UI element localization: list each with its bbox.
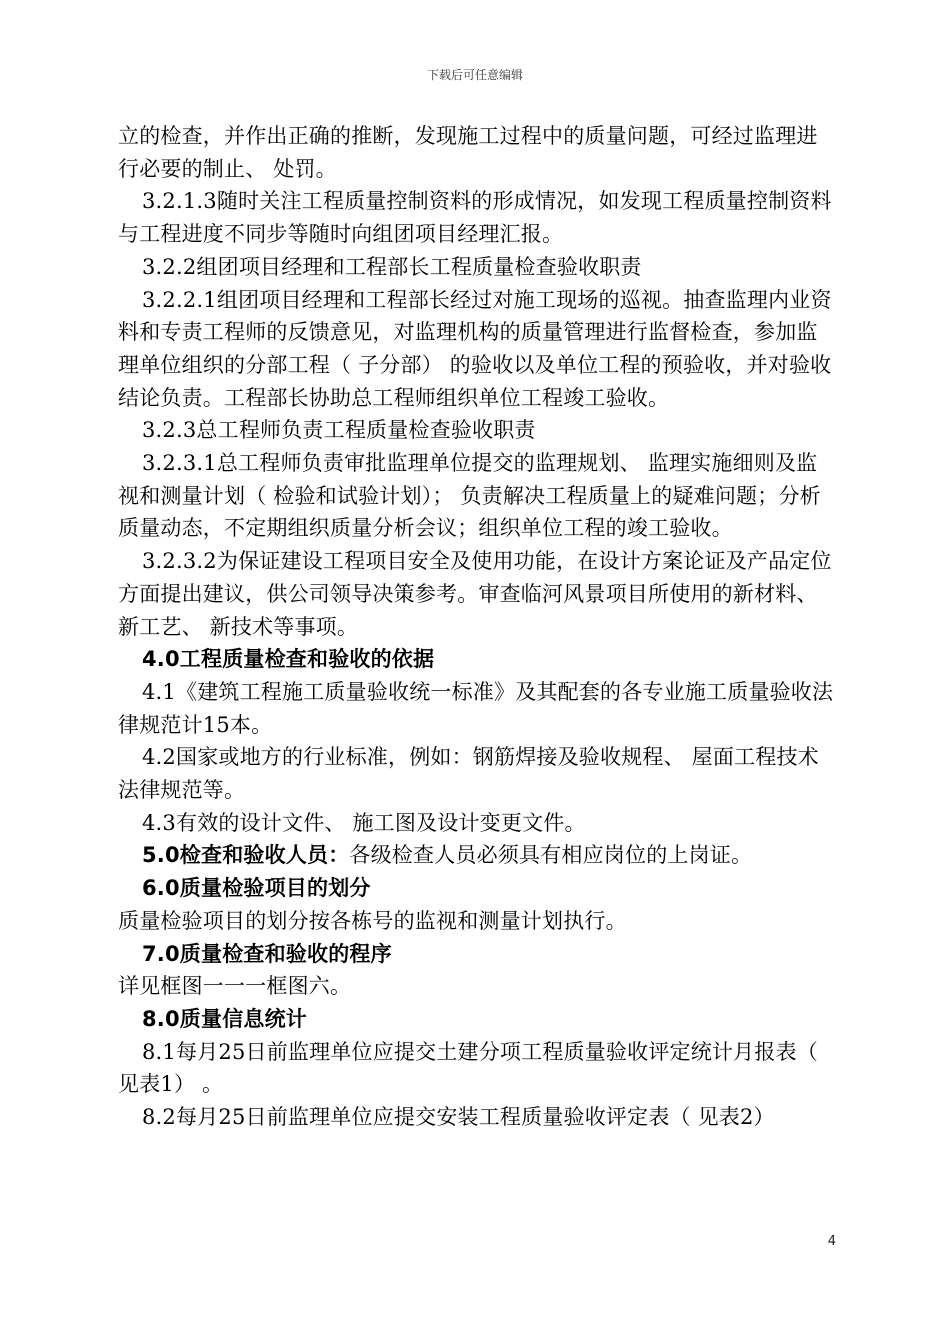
page-number: 4 [827,1234,836,1249]
paragraph-4-1: 4.1《建筑工程施工质量验收统一标准》及其配套的各专业施工质量验收法律规范计15本。 [118,679,834,737]
paragraph-3-2-3: 3.2.3总工程师负责工程质量检查验收职责 [142,418,536,443]
document-body [118,120,834,1134]
section-heading-8: 8.0质量信息统计 [142,1006,308,1031]
section-heading-7: 7.0质量检查和验收的程序 [142,941,392,966]
paragraph-7-text: 详见框图一一一框图六。 [118,974,352,999]
section-heading-6: 6.0质量检验项目的划分 [142,876,371,901]
paragraph-3-2-3-2: 3.2.3.2为保证建设工程项目安全及使用功能，在设计方案论证及产品定位方面提出建议，供公司领导决策参考。审查临河风景项目所使用的新材料、 新工艺、 新技术等事项。 [118,549,832,639]
paragraph-3-2-1-3: 3.2.1.3随时关注工程质量控制资料的形成情况，如发现工程质量控制资料与工程进度不同步等随时向组团项目经理汇报。 [118,189,832,247]
paragraph: 立的检查，并作出正确的推断，发现施工过程中的质量问题，可经过监理进行必要的制止、 处罚。 [118,124,818,181]
paragraph-4-3: 4.3有效的设计文件、 施工图及设计变更文件。 [142,810,586,835]
section-heading-5: 5.0检查和验收人员： [142,843,350,868]
paragraph-3-2-3-1: 3.2.3.1总工程师负责审批监理单位提交的监理规划、 监理实施细则及监视和测量计划（ 检验和试验计划）； 负责解决工程质量上的疑难问题；分析质量动态，不定期组织质量分析会议；组织单位工程的竣工验收。 [118,451,821,541]
section-5-line [118,839,834,872]
section-5-text: 各级检查人员必须具有相应岗位的上岗证。 [349,843,753,868]
paragraph-4-2: 4.2国家或地方的行业标准，例如：钢筋焊接及验收规程、 屋面工程技术法律规范等。 [118,745,819,803]
section-heading-4: 4.0工程质量检查和验收的依据 [142,647,435,672]
paragraph-8-2: 8.2每月25日前监理单位应提交安装工程质量验收评定表（ 见表2） [142,1105,775,1130]
paragraph-3-2-2-1: 3.2.2.1组团项目经理和工程部长经过对施工现场的巡视。抽查监理内业资料和专责工程师的反馈意见，对监理机构的质量管理进行监督检查，参加监理单位组织的分部工程（ 子分部） 的验收以及单位工程的预验收，并对验收结论负责。工程部长协助总工程师组织单位工程竣工验收。 [118,287,832,410]
paragraph-6-text: 质量检验项目的划分按各栋号的监视和测量计划执行。 [118,908,627,933]
paragraph-8-1: 8.1每月25日前监理单位应提交土建分项工程质量验收评定统计月报表（ 见表1） 。 [118,1039,818,1097]
header-note: 下载后可任意编辑 [426,68,523,82]
paragraph-3-2-2: 3.2.2组团项目经理和工程部长工程质量检查验收职责 [142,254,642,279]
